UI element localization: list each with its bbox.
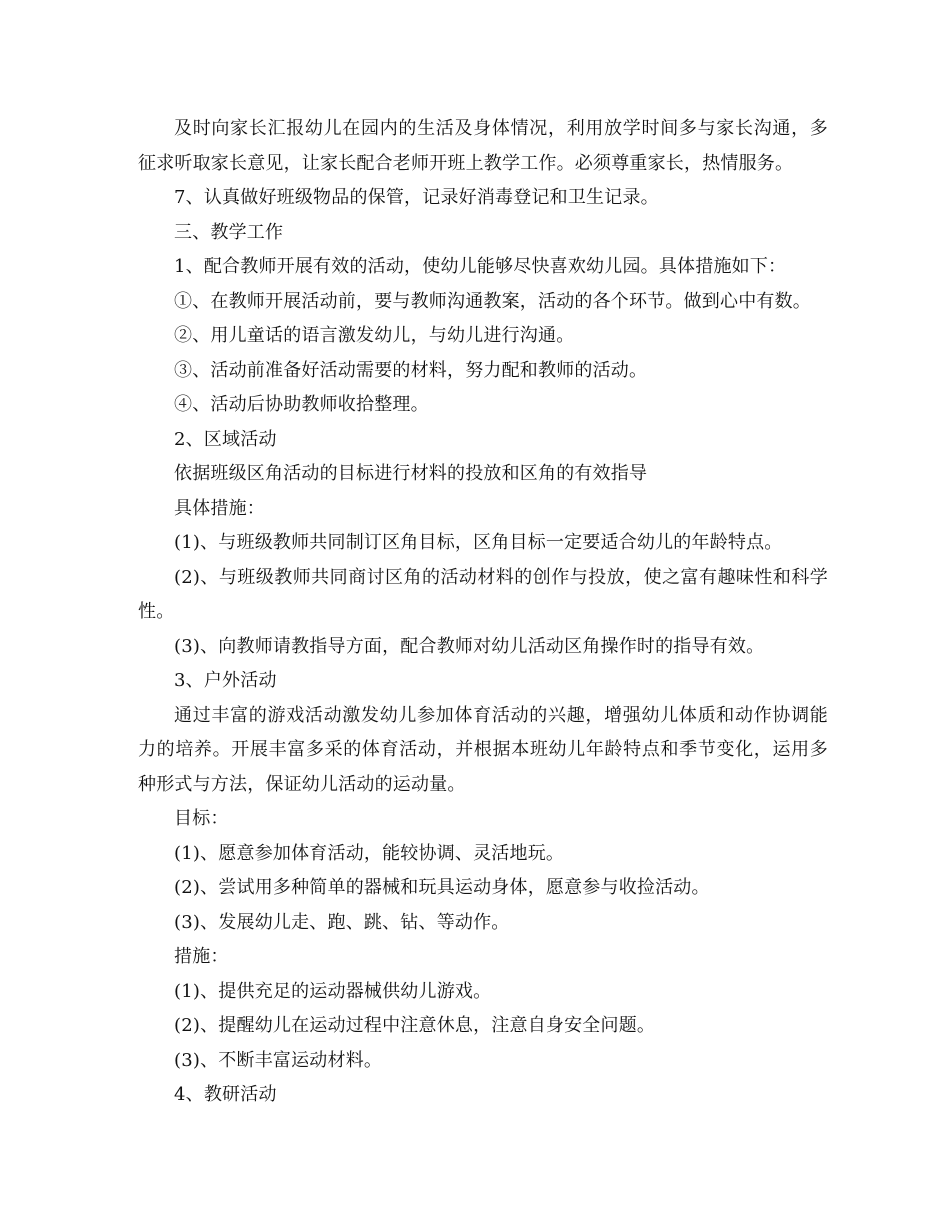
list-item-circled-2: ②、用儿童话的语言激发幼儿，与幼儿进行沟通。 <box>174 325 575 346</box>
label-specific-measures: 具体措施： <box>174 497 265 519</box>
list-item-goal-1: (1)、愿意参加体育活动，能较协调、灵活地玩。 <box>174 842 565 864</box>
list-item-goal-2: (2)、尝试用多种简单的器械和玩具运动身体，愿意参与收捡活动。 <box>174 877 710 898</box>
subheading-outdoor-activity: 3、户外活动 <box>174 670 277 691</box>
list-item-area-3: (3)、向教师请教指导方面，配合教师对幼儿活动区角操作时的指导有效。 <box>174 635 765 657</box>
paragraph-area-basis: 依据班级区角活动的目标进行材料的投放和区角的有效指导 <box>174 463 648 484</box>
list-item-area-1: (1)、与班级教师共同制订区角目标，区角目标一定要适合幼儿的年龄特点。 <box>174 532 783 553</box>
document-body <box>138 112 828 1113</box>
list-item-area-2: (2)、与班级教师共同商讨区角的活动材料的创作与投放，使之富有趣味性和科学性。 <box>138 566 828 622</box>
list-item-circled-1: ①、在教师开展活动前，要与教师沟通教案，活动的各个环节。做到心中有数。 <box>174 290 811 312</box>
list-item-measure-3: (3)、不断丰富运动材料。 <box>174 1049 383 1071</box>
section-heading-teaching: 三、教学工作 <box>174 221 284 243</box>
label-measures: 措施： <box>174 946 229 967</box>
paragraph-outdoor-intro: 通过丰富的游戏活动激发幼儿参加体育活动的兴趣，增强幼儿体质和动作协调能力的培养。开展丰富多采的体育活动，并根据本班幼儿年龄特点和季节变化，运用多种形式与方法，保证幼儿活动的运动量。 <box>138 704 828 795</box>
label-goals: 目标： <box>174 808 229 829</box>
list-item-circled-4: ④、活动后协助教师收拾整理。 <box>174 394 429 415</box>
list-item-circled-3: ③、活动前准备好活动需要的材料，努力配和教师的活动。 <box>174 359 648 381</box>
list-item-goal-3: (3)、发展幼儿走、跑、跳、钻、等动作。 <box>174 911 510 933</box>
subheading-teaching-research: 4、教研活动 <box>174 1084 277 1105</box>
list-item-measure-1: (1)、提供充足的运动器械供幼儿游戏。 <box>174 980 492 1002</box>
list-item-measure-2: (2)、提醒幼儿在运动过程中注意休息，注意自身安全问题。 <box>174 1015 656 1036</box>
paragraph-item-7: 7、认真做好班级物品的保管，记录好消毒登记和卫生记录。 <box>174 187 659 208</box>
paragraph-teaching-1: 1、配合教师开展有效的活动，使幼儿能够尽快喜欢幼儿园。具体措施如下： <box>174 256 787 277</box>
subheading-area-activity: 2、区域活动 <box>174 428 277 450</box>
paragraph-parent-communication: 及时向家长汇报幼儿在园内的生活及身体情况，利用放学时间多与家长沟通，多征求听取家长意见，让家长配合老师开班上教学工作。必须尊重家长，热情服务。 <box>138 118 828 174</box>
